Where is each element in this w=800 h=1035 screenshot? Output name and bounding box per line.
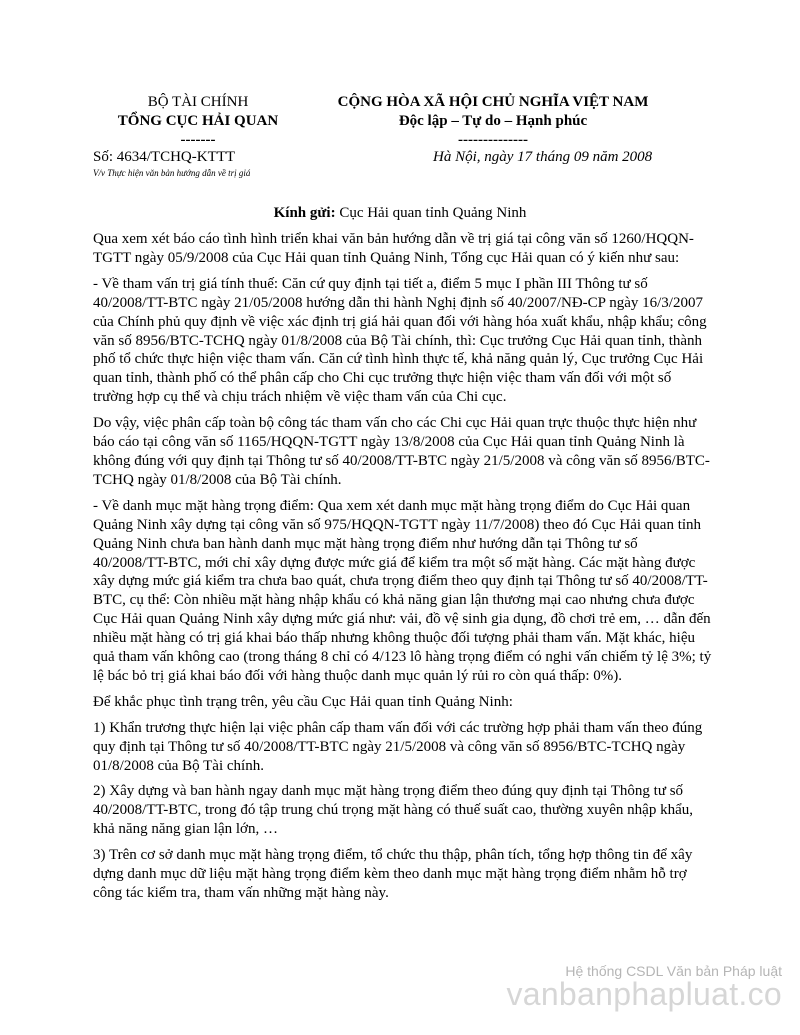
body-paragraph: 1) Khẩn trương thực hiện lại việc phân cấp tham vấn đối với các trường hợp phải tham vấn theo đúng quy định tại Thông tư số 40/2008/TT-BTC ngày 21/5/2008 và công văn số 8956/BTC-TCHQ ngày 01/8/2008 của Bộ Tài chính. [93,719,703,774]
recipient-label: Kính gửi: [273,205,336,221]
issuer-separator: ------- [180,132,216,148]
department-name: TỔNG CỤC HẢI QUAN [117,113,279,129]
recipient-line [0,205,800,222]
watermark-domain: vanbanphapluat.co [506,976,782,1012]
body-paragraph: Do vậy, việc phân cấp toàn bộ công tác tham vấn cho các Chi cục Hải quan trực thuộc thực hiện như báo cáo tại công văn số 1165/HQQN-TGTT ngày 13/8/2008 của Cục Hải quan tỉnh Quảng Ninh là không đúng với quy định tại Thông tư số 40/2008/TT-BTC ngày 21/5/2008 và công văn số 8956/BTC-TCHQ ngày 01/8/2008 của Bộ Tài chính. [93,415,710,488]
body-paragraph: Để khắc phục tình trạng trên, yêu cầu Cục Hải quan tỉnh Quảng Ninh: [93,693,513,710]
recipient-name: Cục Hải quan tỉnh Quảng Ninh [335,205,527,221]
body-paragraph: Qua xem xét báo cáo tình hình triển khai văn bản hướng dẫn về trị giá tại công văn số 1260/HQQN-TGTT ngày 05/9/2008 của Cục Hải quan tỉnh Quảng Ninh, Tổng cục Hải quan có ý kiến như sau: [93,231,694,266]
body-paragraph: - Về danh mục mặt hàng trọng điểm: Qua xem xét danh mục mặt hàng trọng điểm do Cục Hải quan Quảng Ninh xây dựng tại công văn số 975/HQQN-TGTT ngày 11/7/2008) theo đó Cục Hải quan tỉnh Quảng Ninh chưa ban hành danh mục mặt hàng trọng điểm như hướng dẫn tại Thông tư số 40/2008/TT-BTC, mới chỉ xây dựng được mức giá để kiểm tra một số mặt hàng. Các mặt hàng được xây dựng mức giá kiểm tra chưa bao quát, chưa trọng điểm theo quy định tại Thông tư số 40/2008/TT-BTC, cụ thể: Còn nhiều mặt hàng nhập khẩu có khả năng gian lận thương mại cao nhưng chưa được Cục Hải quan Quảng Ninh xây dựng mức giá như: vải, đồ vệ sinh gia dụng, đồ chơi trẻ em, … dẫn đến nhiều mặt hàng có trị giá khai báo thấp nhưng không thuộc đối tượng phải tham vấn. Mặt khác, hiệu quả tham vấn không cao (trong tháng 8 chỉ có 4/123 lô hàng trọng điểm có nghi vấn chiếm tỷ lệ 3%; tỷ lệ bác bỏ trị giá khai báo đối với hàng thuộc danh mục quản lý rủi ro còn quá thấp: 0%). [93,497,712,684]
country-name: CỘNG HÒA XÃ HỘI CHỦ NGHĨA VIỆT NAM [337,94,649,110]
issue-date: Hà Nội, ngày 17 tháng 09 năm 2008 [433,149,653,165]
document-number: Số: 4634/TCHQ-KTTT [93,149,236,165]
body-paragraph: - Về tham vấn trị giá tính thuế: Căn cứ quy định tại tiết a, điểm 5 mục I phần III Thông tư số 40/2008/TT-BTC ngày 21/05/2008 hướng dẫn thi hành Nghị định số 40/2007/NĐ-CP ngày 16/3/2007 của Chính phủ quy định về việc xác định trị giá hải quan đối với hàng hóa xuất khẩu, nhập khẩu; công văn số 8956/BTC-TCHQ ngày 01/8/2008 của Bộ Tài chính, thì: Cục trưởng Cục Hải quan tỉnh, thành phố tổ chức thực hiện việc tham vấn. Căn cứ tình hình thực tế, khả năng quản lý, Cục trưởng Cục Hải quan tỉnh, thành phố có thể phân cấp cho Chi cục trưởng thực hiện việc tham vấn đối với một số trường hợp cụ thể và chịu trách nhiệm về việc tham vấn của Chi cục. [93,275,707,406]
motto-separator: -------------- [458,132,528,148]
national-motto: Độc lập – Tự do – Hạnh phúc [398,113,588,129]
document-subject: V/v Thực hiện văn bản hướng dẫn về trị giá [93,168,251,178]
body-paragraph: 2) Xây dựng và ban hành ngay danh mục mặt hàng trọng điểm theo đúng quy định tại Thông tư số 40/2008/TT-BTC, trong đó tập trung chú trọng mặt hàng có thuế suất cao, thường xuyên nhập khẩu, khả năng năng gian lận lớn, … [93,783,693,838]
ministry-name: BỘ TÀI CHÍNH [147,94,249,110]
document-body [93,230,713,910]
national-header [318,93,668,150]
body-paragraph: 3) Trên cơ sở danh mục mặt hàng trọng điểm, tổ chức thu thập, phân tích, tổng hợp thông tin để xây dựng danh mục dữ liệu mặt hàng trọng điểm kèm theo danh mục mặt hàng trọng điểm nhằm hỗ trợ công tác kiểm tra, tham vấn những mặt hàng này. [93,847,693,901]
watermark-caption: Hệ thống CSDL Văn bản Pháp luật [565,963,782,979]
issuer-block [88,93,308,150]
